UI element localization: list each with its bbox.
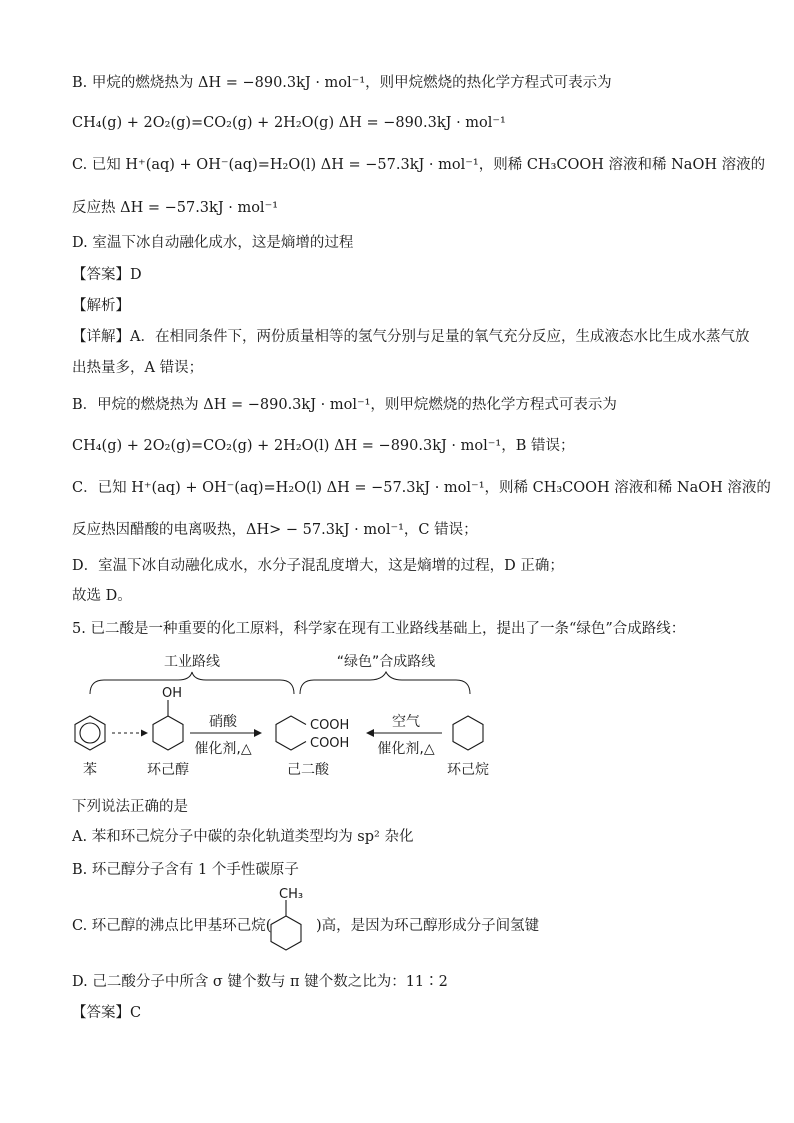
name-cyclohexanol: 环己醇	[147, 762, 189, 778]
explanation-b: B．甲烷的燃烧热为 ΔH = −890.3kJ · mol⁻¹，则甲烷燃烧的热化学方程式可表示为	[72, 397, 617, 413]
label-industrial-route: 工业路线	[164, 654, 220, 670]
oh-group: OH	[162, 686, 183, 701]
question-prompt: 下列说法正确的是	[72, 799, 188, 815]
explanation-c: C．已知 H⁺(aq) + OH⁻(aq)=H₂O(l) ΔH = −57.3kJ · mol⁻¹，则稀 CH₃COOH 溶液和稀 NaOH 溶液的	[72, 480, 771, 496]
choice-c-part2: )高，是因为环己醇形成分子间氢键	[316, 918, 540, 934]
brace-industrial	[90, 672, 294, 694]
cooh-top: COOH	[310, 718, 350, 733]
answer-label-5: 【答案】C	[72, 1005, 142, 1021]
ch3-group: CH₃	[279, 887, 304, 902]
choice-d: D. 己二酸分子中所含 σ 键个数与 π 键个数之比为：11∶2	[72, 974, 448, 990]
option-b-text: B. 甲烷的燃烧热为 ΔH = −890.3kJ · mol⁻¹，则甲烷燃烧的热化学方程式可表示为	[72, 75, 612, 91]
reagent-catalyst-1: 催化剂,△	[194, 741, 252, 757]
name-adipic-acid: 己二酸	[287, 762, 329, 778]
answer-label: 【答案】D	[72, 267, 142, 283]
choice-c-part1: C. 环己醇的沸点比甲基环己烷(	[72, 918, 272, 934]
equation-b: CH₄(g) + 2O₂(g)=CO₂(g) + 2H₂O(g) ΔH = −890.3kJ · mol⁻¹	[72, 115, 506, 131]
arrow-nitric-head	[254, 729, 262, 737]
arrow-air-head	[366, 729, 374, 737]
reagent-catalyst-2: 催化剂,△	[377, 741, 435, 757]
explanation-b-equation: CH₄(g) + 2O₂(g)=CO₂(g) + 2H₂O(l) ΔH = −890.3kJ · mol⁻¹，B 错误；	[72, 438, 575, 454]
explanation-a-continuation: 出热量多，A 错误；	[72, 360, 204, 376]
cyclohexanol-structure	[153, 700, 183, 750]
option-d-text: D. 室温下冰自动融化成水，这是熵增的过程	[72, 235, 354, 251]
question-5-stem: 5. 已二酸是一种重要的化工原料，科学家在现有工业路线基础上，提出了一条“绿色”合成路线：	[72, 621, 686, 637]
explanation-a: 【详解】A．在相同条件下，两份质量相等的氢气分别与足量的氧气充分反应，生成液态水比生成水蒸气放	[72, 329, 750, 345]
cooh-bottom: COOH	[310, 736, 350, 751]
synthesis-route-diagram	[60, 650, 500, 780]
explanation-c-continuation: 反应热因醋酸的电离吸热，ΔH> − 57.3kJ · mol⁻¹，C 错误；	[72, 522, 478, 538]
dashed-arrow-head	[141, 730, 148, 737]
choice-b: B. 环己醇分子含有 1 个手性碳原子	[72, 862, 299, 878]
brace-green	[300, 672, 470, 694]
explanation-d: D．室温下冰自动融化成水，水分子混乱度增大，这是熵增的过程，D 正确；	[72, 558, 564, 574]
name-cyclohexane: 环己烷	[447, 762, 489, 778]
benzene-structure	[75, 716, 105, 750]
adipic-acid-structure	[276, 716, 306, 750]
option-c-text: C. 已知 H⁺(aq) + OH⁻(aq)=H₂O(l) ΔH = −57.3kJ · mol⁻¹，则稀 CH₃COOH 溶液和稀 NaOH 溶液的	[72, 157, 766, 173]
label-green-route: “绿色”合成路线	[336, 654, 436, 670]
reagent-air: 空气	[392, 714, 420, 730]
cyclohexane-structure	[453, 716, 483, 750]
name-benzene: 苯	[83, 762, 97, 778]
option-c-continuation: 反应热 ΔH = −57.3kJ · mol⁻¹	[72, 200, 279, 216]
choice-a: A. 苯和环己烷分子中碳的杂化轨道类型均为 sp² 杂化	[72, 829, 414, 845]
conclusion: 故选 D。	[72, 588, 132, 604]
analysis-label: 【解析】	[72, 298, 130, 314]
reagent-nitric-acid: 硝酸	[209, 714, 237, 730]
methylcyclohexane-structure	[262, 886, 318, 960]
